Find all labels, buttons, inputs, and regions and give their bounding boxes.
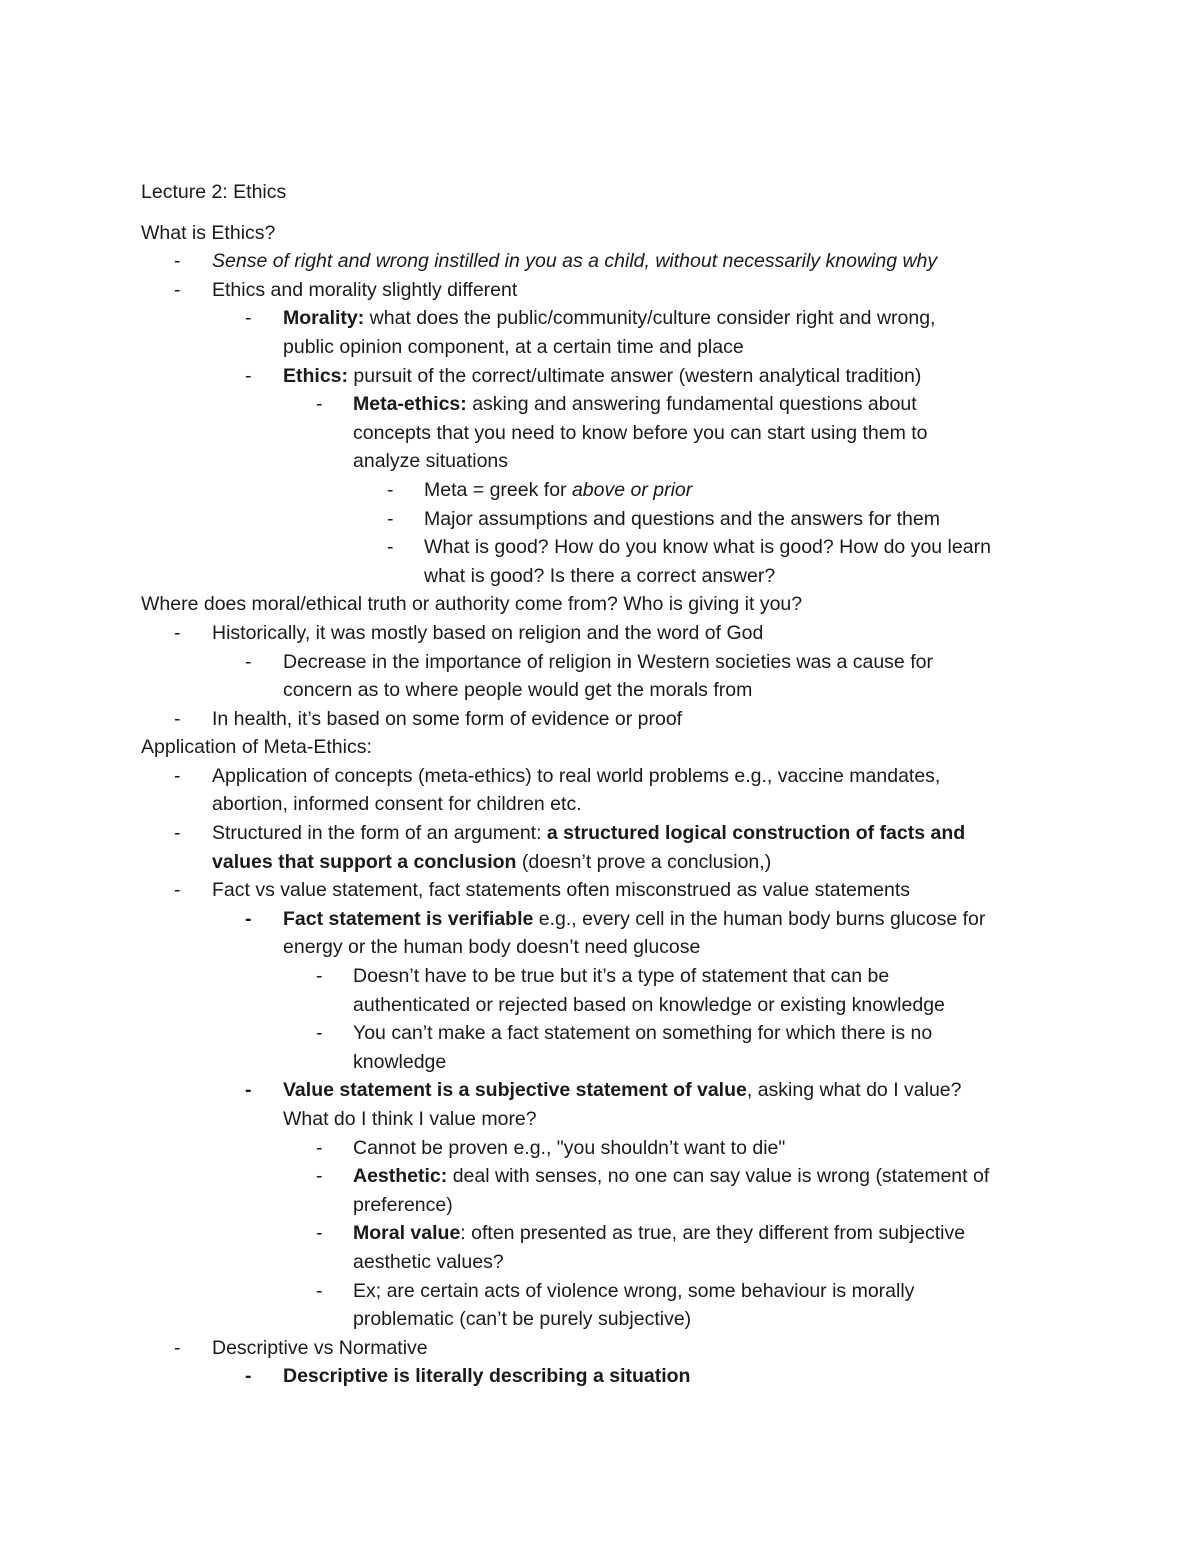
bullet-dash: -: [174, 278, 181, 301]
list-item: - Major assumptions and questions and the answers for them: [141, 505, 1081, 534]
list-item: - You can’t make a fact statement on something for which there is no: [141, 1019, 1081, 1048]
list-item: - Aesthetic: deal with senses, no one can say value is wrong (statement of: [141, 1162, 1081, 1191]
list-item-continuation: abortion, informed consent for children etc.: [212, 793, 582, 816]
bullet-dash: -: [174, 764, 181, 787]
bullet-dash: -: [316, 1165, 323, 1188]
list-item: - Application of concepts (meta-ethics) to real world problems e.g., vaccine mandates,: [141, 762, 1081, 791]
term-morality: Morality:: [283, 307, 365, 330]
list-item: - Ex; are certain acts of violence wrong, some behaviour is morally: [141, 1277, 1081, 1306]
list-item-continuation: problematic (can’t be purely subjective): [353, 1308, 692, 1331]
list-item: - Morality: what does the public/community/culture consider right and wrong,: [141, 304, 1081, 333]
section-heading: What is Ethics?: [141, 221, 276, 244]
list-item-continuation: values that support a conclusion (doesn’t prove a conclusion,): [212, 850, 772, 873]
list-item: - Ethics: pursuit of the correct/ultimate answer (western analytical tradition): [141, 362, 1081, 391]
bullet-dash: -: [245, 1365, 252, 1388]
bullet-dash: -: [174, 707, 181, 730]
term-fact-statement: Fact statement is verifiable: [283, 907, 534, 930]
list-item: - Cannot be proven e.g., "you shouldn’t want to die": [141, 1134, 1081, 1163]
list-item-continuation: energy or the human body doesn’t need glucose: [283, 936, 701, 959]
bullet-dash: -: [245, 364, 252, 387]
list-item: - Meta = greek for above or prior: [141, 476, 1081, 505]
list-item: - Meta-ethics: asking and answering fundamental questions about: [141, 390, 1081, 419]
list-item: [141, 1362, 1081, 1391]
bullet-dash: -: [245, 1079, 252, 1102]
list-item: - Descriptive vs Normative: [141, 1334, 1081, 1363]
section-heading: Where does moral/ethical truth or authority come from? Who is giving it you?: [141, 593, 803, 616]
page-title: Lecture 2: Ethics: [141, 181, 287, 203]
list-item: - Doesn’t have to be true but it’s a type of statement that can be: [141, 962, 1081, 991]
term-meta-ethics: Meta-ethics:: [353, 393, 467, 416]
bullet-dash: -: [174, 879, 181, 902]
bullet-dash: -: [316, 1279, 323, 1302]
list-item: - In health, it’s based on some form of evidence or proof: [141, 705, 1081, 734]
bullet-dash: -: [245, 650, 252, 673]
term-descriptive: Descriptive is literally describing a situation: [283, 1365, 691, 1388]
term-value-statement: Value statement is a subjective statement of value: [283, 1079, 747, 1102]
bullet-dash: -: [387, 536, 394, 559]
document-page: [141, 178, 1081, 1391]
bullet-dash: -: [387, 507, 394, 530]
list-item: - Ethics and morality slightly different: [141, 276, 1081, 305]
term-ethics: Ethics:: [283, 364, 349, 387]
bullet-dash: -: [316, 1222, 323, 1245]
list-item: - Fact vs value statement, fact statements often misconstrued as value statements: [141, 876, 1081, 905]
bullet-dash: -: [316, 393, 323, 416]
bullet-dash: -: [174, 822, 181, 845]
list-item-continuation: aesthetic values?: [353, 1250, 504, 1273]
term-aesthetic: Aesthetic:: [353, 1165, 448, 1188]
bullet-dash: -: [316, 1022, 323, 1045]
bullet-dash: -: [174, 621, 181, 644]
bullet-dash: -: [174, 250, 181, 273]
list-item: - Structured in the form of an argument: a structured logical construction of facts and: [141, 819, 1081, 848]
bullet-dash: -: [316, 1136, 323, 1159]
list-item: - Decrease in the importance of religion in Western societies was a cause for: [141, 648, 1081, 677]
list-item: - What is good? How do you know what is good? How do you learn: [141, 533, 1081, 562]
list-item-continuation: public opinion component, at a certain time and place: [283, 335, 744, 358]
term-moral-value: Moral value: [353, 1222, 461, 1245]
list-item: - Fact statement is verifiable e.g., every cell in the human body burns glucose for: [141, 905, 1081, 934]
bullet-dash: -: [387, 478, 394, 501]
list-item-continuation: knowledge: [353, 1050, 447, 1073]
list-item-continuation: preference): [353, 1193, 453, 1216]
bullet-dash: -: [316, 965, 323, 988]
list-item-continuation: analyze situations: [353, 450, 509, 473]
list-item-continuation: what is good? Is there a correct answer?: [424, 564, 776, 587]
bullet-dash: -: [245, 907, 252, 930]
list-item-continuation: concepts that you need to know before you can start using them to: [353, 421, 928, 444]
bullet-dash: -: [174, 1336, 181, 1359]
list-item-continuation: concern as to where people would get the morals from: [283, 679, 753, 702]
list-item: - Value statement is a subjective statement of value, asking what do I value?: [141, 1076, 1081, 1105]
list-item: - Sense of right and wrong instilled in you as a child, without necessarily knowing why: [141, 247, 1081, 276]
section-heading: Application of Meta-Ethics:: [141, 736, 372, 759]
list-item-continuation: authenticated or rejected based on knowledge or existing knowledge: [353, 993, 945, 1016]
list-item: - Historically, it was mostly based on religion and the word of God: [141, 619, 1081, 648]
list-item-continuation: What do I think I value more?: [283, 1108, 537, 1130]
list-item: - Moral value: often presented as true, are they different from subjective: [141, 1219, 1081, 1248]
bullet-dash: -: [245, 307, 252, 330]
